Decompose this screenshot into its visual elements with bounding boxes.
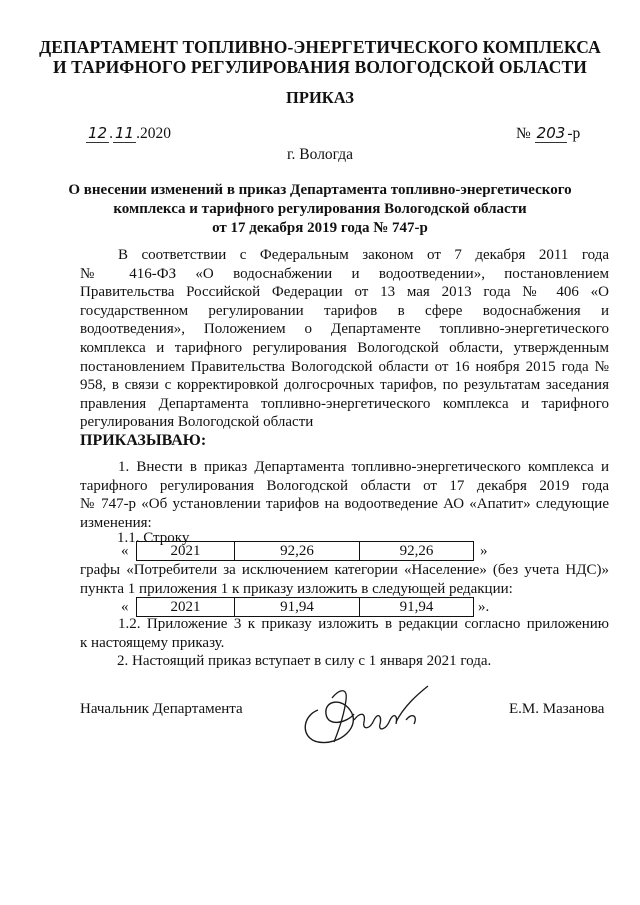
preamble-line: государственном регулировании тарифов в сфере водоснабжения и <box>80 302 609 319</box>
item1-line: 1. Внести в приказ Департамента топливно-энергетического комплекса и <box>118 459 609 475</box>
preamble-line: правления Департамента топливно-энергетического комплекса и тарифного <box>80 395 609 412</box>
open-quote: « <box>121 599 129 615</box>
item12-paragraph <box>80 615 609 652</box>
city: г. Вологда <box>286 146 354 163</box>
item2-paragraph: 2. Настоящий приказ вступает в силу с 1 января 2021 года. <box>117 653 492 669</box>
subject-line3: от 17 декабря 2019 года № 747-р <box>212 220 428 236</box>
tariff-cell-value: 92,26 <box>235 542 360 560</box>
close-quote: » <box>480 543 488 559</box>
order-number <box>516 124 580 143</box>
tariff-cell-value: 92,26 <box>399 543 434 559</box>
item11-mid-line: графы «Потребители за исключением категории «Население» (без учета НДС)» <box>80 562 609 578</box>
preamble-paragraph <box>80 246 609 432</box>
item12-line: 1.2. Приложение 3 к приказу изложить в редакции согласно приложению <box>118 616 609 632</box>
item11-label: 1.1. Строку <box>117 530 190 546</box>
number-handwritten: 203 <box>536 124 566 142</box>
item1-line: тарифного регулирования Вологодской области от 17 декабря 2019 года <box>80 477 609 494</box>
tariff-cell-year: 2021 <box>137 598 235 616</box>
subject-line1: О внесении изменений в приказ Департамента топливно-энергетического <box>68 182 572 198</box>
item12-line: к настоящему приказу. <box>80 634 225 651</box>
tariff-cell-year: 2021 <box>137 542 235 560</box>
item11-middle-text <box>80 561 609 598</box>
signatory-title: Начальник Департамента <box>80 701 243 717</box>
tariff-cell-value: 91,94 <box>399 599 434 615</box>
preamble-line: водоотведения», Положением о Департаменте топливно-энергетического <box>80 321 609 338</box>
tariff-cell-value: 91,94 <box>235 598 360 616</box>
item1-line: изменения: <box>80 514 152 531</box>
document-type: ПРИКАЗ <box>286 88 354 107</box>
item1-paragraph <box>80 458 609 532</box>
tariff-row-new <box>136 597 474 617</box>
preamble-line: регулирования Вологодской области <box>80 414 314 431</box>
preamble-line: постановлением Правительства Вологодской области от 16 ноября 2015 года № <box>80 358 609 375</box>
date-month-handwritten: 11 <box>114 124 135 142</box>
preamble-line: В соответствии с Федеральным законом от 7 декабря 2011 года <box>118 247 609 263</box>
order-date <box>86 124 171 143</box>
date-separator: . <box>109 125 113 142</box>
handwritten-signature <box>288 672 448 752</box>
close-quote: ». <box>478 599 490 615</box>
prikazyvayu-heading: ПРИКАЗЫВАЮ: <box>80 432 207 449</box>
item1-line: № 747-р «Об установлении тарифов на водоотведение АО «Апатит» следующие <box>80 496 609 513</box>
open-quote: « <box>121 543 129 559</box>
preamble-line: Правительства Российской Федерации от 13 мая 2013 года № 406 «О <box>80 284 609 301</box>
number-suffix: -р <box>567 125 581 142</box>
item11-mid-line: пункта 1 приложения 1 к приказу изложить в следующей редакции: <box>80 580 513 597</box>
preamble-line: № 416-ФЗ «О водоснабжении и водоотведении», постановлением <box>80 265 609 282</box>
preamble-line: комплекса и тарифного регулирования Вологодской области, утвержденным <box>80 339 609 356</box>
department-header-line2: И ТАРИФНОГО РЕГУЛИРОВАНИЯ ВОЛОГОДСКОЙ ОБЛАСТИ <box>52 57 587 77</box>
date-year: .2020 <box>136 125 171 142</box>
signatory-name: Е.М. Мазанова <box>509 701 605 717</box>
date-day-handwritten: 12 <box>88 124 108 142</box>
subject-line2: комплекса и тарифного регулирования Вологодской области <box>113 201 527 217</box>
department-header-line1: ДЕПАРТАМЕНТ ТОПЛИВНО-ЭНЕРГЕТИЧЕСКОГО КОМПЛЕКСА <box>39 37 601 57</box>
tariff-row-old <box>136 541 474 561</box>
preamble-line: 958, в связи с корректировкой долгосрочных тарифов, по результатам заседания <box>80 377 609 394</box>
number-sign: № <box>516 125 531 142</box>
